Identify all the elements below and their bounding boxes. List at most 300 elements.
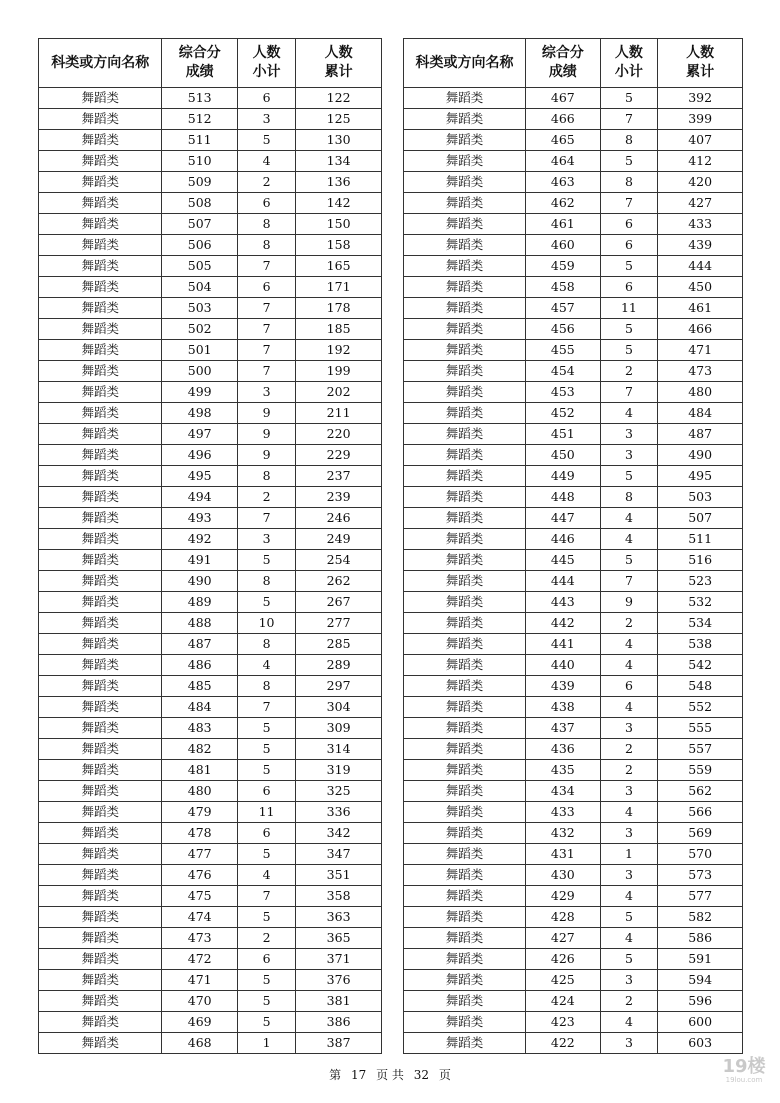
cell-cumulative: 570 bbox=[658, 844, 743, 865]
cell-count: 1 bbox=[600, 844, 658, 865]
cell-count: 9 bbox=[237, 424, 295, 445]
cell-category: 舞蹈类 bbox=[39, 319, 162, 340]
table-row bbox=[39, 907, 382, 928]
cell-count: 3 bbox=[600, 1033, 658, 1054]
cell-cumulative: 566 bbox=[658, 802, 743, 823]
cell-score: 429 bbox=[526, 886, 601, 907]
cell-count: 11 bbox=[600, 298, 658, 319]
cell-count: 8 bbox=[237, 235, 295, 256]
cell-count: 5 bbox=[600, 319, 658, 340]
table-row bbox=[39, 256, 382, 277]
footer-suffix: 页 bbox=[438, 1068, 451, 1082]
cell-cumulative: 532 bbox=[658, 592, 743, 613]
cell-count: 7 bbox=[237, 361, 295, 382]
table-row bbox=[404, 214, 743, 235]
cell-count: 5 bbox=[237, 1012, 295, 1033]
cell-score: 458 bbox=[526, 277, 601, 298]
cell-category: 舞蹈类 bbox=[404, 634, 526, 655]
cell-score: 437 bbox=[526, 718, 601, 739]
cell-count: 7 bbox=[600, 382, 658, 403]
table-row bbox=[404, 865, 743, 886]
cell-count: 6 bbox=[237, 823, 295, 844]
cell-cumulative: 336 bbox=[296, 802, 382, 823]
cell-cumulative: 130 bbox=[296, 130, 382, 151]
cell-cumulative: 552 bbox=[658, 697, 743, 718]
cell-category: 舞蹈类 bbox=[404, 949, 526, 970]
table-row bbox=[39, 319, 382, 340]
table-row bbox=[39, 592, 382, 613]
cell-category: 舞蹈类 bbox=[404, 487, 526, 508]
cell-score: 494 bbox=[162, 487, 237, 508]
cell-score: 479 bbox=[162, 802, 237, 823]
cell-cumulative: 171 bbox=[296, 277, 382, 298]
cell-category: 舞蹈类 bbox=[404, 151, 526, 172]
cell-count: 9 bbox=[237, 403, 295, 424]
cell-score: 501 bbox=[162, 340, 237, 361]
cell-count: 2 bbox=[600, 613, 658, 634]
cell-cumulative: 473 bbox=[658, 361, 743, 382]
cell-category: 舞蹈类 bbox=[404, 970, 526, 991]
cell-score: 502 bbox=[162, 319, 237, 340]
cell-count: 8 bbox=[237, 214, 295, 235]
cell-score: 444 bbox=[526, 571, 601, 592]
cell-count: 7 bbox=[600, 571, 658, 592]
cell-score: 422 bbox=[526, 1033, 601, 1054]
cell-score: 467 bbox=[526, 88, 601, 109]
cell-category: 舞蹈类 bbox=[404, 445, 526, 466]
cell-count: 2 bbox=[600, 760, 658, 781]
cell-category: 舞蹈类 bbox=[39, 277, 162, 298]
cell-score: 436 bbox=[526, 739, 601, 760]
cell-count: 9 bbox=[237, 445, 295, 466]
cell-cumulative: 495 bbox=[658, 466, 743, 487]
cell-score: 503 bbox=[162, 298, 237, 319]
table-row bbox=[404, 1012, 743, 1033]
cell-cumulative: 591 bbox=[658, 949, 743, 970]
cell-count: 5 bbox=[237, 760, 295, 781]
cell-cumulative: 490 bbox=[658, 445, 743, 466]
cell-cumulative: 136 bbox=[296, 172, 382, 193]
table-row bbox=[39, 781, 382, 802]
table-row bbox=[404, 760, 743, 781]
cell-cumulative: 199 bbox=[296, 361, 382, 382]
cell-count: 7 bbox=[600, 109, 658, 130]
cell-cumulative: 538 bbox=[658, 634, 743, 655]
cell-count: 2 bbox=[237, 172, 295, 193]
cell-count: 2 bbox=[600, 361, 658, 382]
cell-category: 舞蹈类 bbox=[39, 235, 162, 256]
table-row bbox=[39, 88, 382, 109]
header-score: 综合分 成绩 bbox=[162, 39, 237, 88]
cell-score: 459 bbox=[526, 256, 601, 277]
cell-count: 8 bbox=[600, 172, 658, 193]
cell-score: 451 bbox=[526, 424, 601, 445]
cell-score: 456 bbox=[526, 319, 601, 340]
cell-score: 462 bbox=[526, 193, 601, 214]
cell-count: 3 bbox=[600, 445, 658, 466]
cell-count: 3 bbox=[600, 865, 658, 886]
cell-score: 455 bbox=[526, 340, 601, 361]
cell-cumulative: 289 bbox=[296, 655, 382, 676]
cell-category: 舞蹈类 bbox=[404, 844, 526, 865]
table-row bbox=[404, 823, 743, 844]
cell-count: 3 bbox=[237, 109, 295, 130]
header-cumulative: 人数 累计 bbox=[658, 39, 743, 88]
table-row bbox=[404, 466, 743, 487]
cell-count: 4 bbox=[237, 151, 295, 172]
cell-cumulative: 150 bbox=[296, 214, 382, 235]
cell-count: 5 bbox=[237, 718, 295, 739]
table-row bbox=[404, 298, 743, 319]
cell-score: 438 bbox=[526, 697, 601, 718]
cell-count: 6 bbox=[237, 781, 295, 802]
cell-cumulative: 507 bbox=[658, 508, 743, 529]
cell-count: 7 bbox=[237, 298, 295, 319]
cell-count: 5 bbox=[237, 844, 295, 865]
table-row bbox=[39, 718, 382, 739]
footer-prefix: 第 bbox=[329, 1068, 342, 1082]
table-row bbox=[404, 928, 743, 949]
cell-count: 3 bbox=[237, 382, 295, 403]
cell-count: 4 bbox=[600, 508, 658, 529]
cell-score: 492 bbox=[162, 529, 237, 550]
cell-cumulative: 586 bbox=[658, 928, 743, 949]
table-row bbox=[39, 151, 382, 172]
cell-count: 5 bbox=[600, 340, 658, 361]
cell-score: 478 bbox=[162, 823, 237, 844]
cell-category: 舞蹈类 bbox=[404, 319, 526, 340]
cell-category: 舞蹈类 bbox=[39, 361, 162, 382]
cell-category: 舞蹈类 bbox=[39, 697, 162, 718]
cell-cumulative: 466 bbox=[658, 319, 743, 340]
cell-category: 舞蹈类 bbox=[39, 739, 162, 760]
cell-category: 舞蹈类 bbox=[404, 298, 526, 319]
cell-category: 舞蹈类 bbox=[39, 907, 162, 928]
cell-score: 428 bbox=[526, 907, 601, 928]
cell-cumulative: 427 bbox=[658, 193, 743, 214]
table-row bbox=[404, 109, 743, 130]
cell-cumulative: 365 bbox=[296, 928, 382, 949]
cell-count: 4 bbox=[237, 655, 295, 676]
footer-mid: 页 共 bbox=[376, 1068, 404, 1082]
cell-count: 3 bbox=[600, 823, 658, 844]
cell-category: 舞蹈类 bbox=[39, 298, 162, 319]
cell-category: 舞蹈类 bbox=[404, 130, 526, 151]
cell-count: 5 bbox=[237, 739, 295, 760]
table-row bbox=[39, 634, 382, 655]
cell-cumulative: 309 bbox=[296, 718, 382, 739]
table-row bbox=[39, 172, 382, 193]
header-score: 综合分 成绩 bbox=[526, 39, 601, 88]
cell-count: 7 bbox=[600, 193, 658, 214]
cell-score: 465 bbox=[526, 130, 601, 151]
cell-score: 427 bbox=[526, 928, 601, 949]
table-row bbox=[404, 424, 743, 445]
cell-score: 457 bbox=[526, 298, 601, 319]
cell-score: 466 bbox=[526, 109, 601, 130]
table-row bbox=[404, 949, 743, 970]
cell-count: 10 bbox=[237, 613, 295, 634]
cell-count: 2 bbox=[237, 487, 295, 508]
cell-count: 4 bbox=[600, 403, 658, 424]
table-row bbox=[404, 508, 743, 529]
cell-category: 舞蹈类 bbox=[39, 760, 162, 781]
table-row bbox=[404, 382, 743, 403]
cell-cumulative: 381 bbox=[296, 991, 382, 1012]
table-row bbox=[404, 970, 743, 991]
cell-cumulative: 363 bbox=[296, 907, 382, 928]
cell-count: 7 bbox=[237, 340, 295, 361]
table-row bbox=[404, 613, 743, 634]
cell-category: 舞蹈类 bbox=[39, 571, 162, 592]
cell-score: 482 bbox=[162, 739, 237, 760]
cell-cumulative: 562 bbox=[658, 781, 743, 802]
cell-cumulative: 297 bbox=[296, 676, 382, 697]
cell-category: 舞蹈类 bbox=[404, 592, 526, 613]
cell-category: 舞蹈类 bbox=[404, 571, 526, 592]
cell-score: 441 bbox=[526, 634, 601, 655]
cell-count: 4 bbox=[237, 865, 295, 886]
cell-count: 7 bbox=[237, 256, 295, 277]
cell-score: 489 bbox=[162, 592, 237, 613]
cell-category: 舞蹈类 bbox=[39, 172, 162, 193]
cell-cumulative: 439 bbox=[658, 235, 743, 256]
cell-score: 440 bbox=[526, 655, 601, 676]
cell-score: 461 bbox=[526, 214, 601, 235]
cell-cumulative: 480 bbox=[658, 382, 743, 403]
cell-count: 4 bbox=[600, 697, 658, 718]
table-row bbox=[39, 466, 382, 487]
watermark-logo bbox=[718, 1051, 770, 1085]
table-row bbox=[39, 760, 382, 781]
cell-cumulative: 277 bbox=[296, 613, 382, 634]
cell-count: 8 bbox=[237, 676, 295, 697]
cell-cumulative: 407 bbox=[658, 130, 743, 151]
cell-category: 舞蹈类 bbox=[404, 991, 526, 1012]
cell-cumulative: 142 bbox=[296, 193, 382, 214]
table-row bbox=[404, 88, 743, 109]
cell-count: 5 bbox=[237, 592, 295, 613]
table-row bbox=[39, 424, 382, 445]
table-row bbox=[404, 718, 743, 739]
table-row bbox=[39, 676, 382, 697]
cell-count: 3 bbox=[237, 529, 295, 550]
table-row bbox=[404, 235, 743, 256]
cell-cumulative: 267 bbox=[296, 592, 382, 613]
table-row bbox=[39, 655, 382, 676]
cell-cumulative: 461 bbox=[658, 298, 743, 319]
cell-count: 4 bbox=[600, 1012, 658, 1033]
cell-score: 472 bbox=[162, 949, 237, 970]
cell-score: 435 bbox=[526, 760, 601, 781]
cell-score: 463 bbox=[526, 172, 601, 193]
table-row bbox=[39, 823, 382, 844]
cell-category: 舞蹈类 bbox=[404, 802, 526, 823]
cell-count: 9 bbox=[600, 592, 658, 613]
cell-score: 476 bbox=[162, 865, 237, 886]
cell-count: 11 bbox=[237, 802, 295, 823]
cell-cumulative: 542 bbox=[658, 655, 743, 676]
cell-score: 443 bbox=[526, 592, 601, 613]
cell-score: 474 bbox=[162, 907, 237, 928]
cell-category: 舞蹈类 bbox=[404, 361, 526, 382]
cell-score: 499 bbox=[162, 382, 237, 403]
cell-category: 舞蹈类 bbox=[404, 403, 526, 424]
table-row bbox=[404, 550, 743, 571]
cell-category: 舞蹈类 bbox=[39, 613, 162, 634]
cell-cumulative: 548 bbox=[658, 676, 743, 697]
cell-category: 舞蹈类 bbox=[404, 193, 526, 214]
cell-cumulative: 220 bbox=[296, 424, 382, 445]
table-row bbox=[39, 550, 382, 571]
cell-cumulative: 158 bbox=[296, 235, 382, 256]
score-table-left bbox=[38, 38, 382, 1054]
cell-category: 舞蹈类 bbox=[39, 508, 162, 529]
cell-category: 舞蹈类 bbox=[404, 529, 526, 550]
table-row bbox=[39, 739, 382, 760]
cell-score: 454 bbox=[526, 361, 601, 382]
cell-category: 舞蹈类 bbox=[404, 1012, 526, 1033]
cell-count: 8 bbox=[237, 466, 295, 487]
cell-category: 舞蹈类 bbox=[39, 655, 162, 676]
table-row bbox=[39, 340, 382, 361]
cell-category: 舞蹈类 bbox=[404, 928, 526, 949]
table-row bbox=[39, 193, 382, 214]
svg-text:19楼: 19楼 bbox=[722, 1056, 766, 1077]
table-row bbox=[404, 844, 743, 865]
table-row bbox=[404, 1033, 743, 1054]
cell-category: 舞蹈类 bbox=[39, 214, 162, 235]
cell-cumulative: 573 bbox=[658, 865, 743, 886]
cell-count: 8 bbox=[600, 487, 658, 508]
cell-category: 舞蹈类 bbox=[39, 193, 162, 214]
cell-cumulative: 325 bbox=[296, 781, 382, 802]
table-row bbox=[39, 991, 382, 1012]
table-row bbox=[404, 655, 743, 676]
cell-category: 舞蹈类 bbox=[39, 88, 162, 109]
cell-cumulative: 122 bbox=[296, 88, 382, 109]
cell-cumulative: 262 bbox=[296, 571, 382, 592]
cell-category: 舞蹈类 bbox=[39, 949, 162, 970]
cell-score: 439 bbox=[526, 676, 601, 697]
cell-score: 442 bbox=[526, 613, 601, 634]
cell-count: 5 bbox=[237, 970, 295, 991]
cell-category: 舞蹈类 bbox=[404, 823, 526, 844]
table-row bbox=[39, 886, 382, 907]
cell-cumulative: 229 bbox=[296, 445, 382, 466]
cell-cumulative: 523 bbox=[658, 571, 743, 592]
cell-count: 8 bbox=[237, 634, 295, 655]
table-row bbox=[404, 256, 743, 277]
cell-count: 5 bbox=[600, 151, 658, 172]
cell-score: 449 bbox=[526, 466, 601, 487]
cell-score: 496 bbox=[162, 445, 237, 466]
cell-cumulative: 534 bbox=[658, 613, 743, 634]
cell-cumulative: 412 bbox=[658, 151, 743, 172]
table-row bbox=[39, 403, 382, 424]
table-row bbox=[39, 361, 382, 382]
table-row bbox=[404, 781, 743, 802]
table-row bbox=[404, 697, 743, 718]
cell-category: 舞蹈类 bbox=[39, 1012, 162, 1033]
cell-category: 舞蹈类 bbox=[39, 886, 162, 907]
cell-category: 舞蹈类 bbox=[39, 970, 162, 991]
cell-count: 5 bbox=[237, 550, 295, 571]
table-row bbox=[39, 277, 382, 298]
table-row bbox=[404, 676, 743, 697]
footer-total-pages: 32 bbox=[413, 1068, 430, 1082]
cell-category: 舞蹈类 bbox=[39, 676, 162, 697]
cell-category: 舞蹈类 bbox=[404, 550, 526, 571]
cell-count: 5 bbox=[600, 949, 658, 970]
cell-cumulative: 304 bbox=[296, 697, 382, 718]
score-table-right bbox=[403, 38, 743, 1054]
cell-count: 5 bbox=[600, 256, 658, 277]
svg-text:19lou.com: 19lou.com bbox=[725, 1076, 763, 1084]
cell-score: 506 bbox=[162, 235, 237, 256]
cell-count: 6 bbox=[237, 949, 295, 970]
cell-score: 512 bbox=[162, 109, 237, 130]
cell-cumulative: 386 bbox=[296, 1012, 382, 1033]
table-row bbox=[39, 508, 382, 529]
cell-score: 426 bbox=[526, 949, 601, 970]
cell-category: 舞蹈类 bbox=[404, 340, 526, 361]
cell-count: 7 bbox=[237, 697, 295, 718]
cell-cumulative: 594 bbox=[658, 970, 743, 991]
cell-cumulative: 351 bbox=[296, 865, 382, 886]
table-row bbox=[404, 634, 743, 655]
cell-category: 舞蹈类 bbox=[39, 487, 162, 508]
table-row bbox=[404, 130, 743, 151]
cell-score: 497 bbox=[162, 424, 237, 445]
cell-category: 舞蹈类 bbox=[39, 382, 162, 403]
table-row bbox=[404, 592, 743, 613]
table-row bbox=[404, 403, 743, 424]
cell-category: 舞蹈类 bbox=[39, 256, 162, 277]
table-header-row bbox=[404, 39, 743, 88]
cell-cumulative: 192 bbox=[296, 340, 382, 361]
cell-score: 500 bbox=[162, 361, 237, 382]
header-cumulative: 人数 累计 bbox=[296, 39, 382, 88]
cell-count: 4 bbox=[600, 886, 658, 907]
cell-count: 7 bbox=[237, 319, 295, 340]
cell-category: 舞蹈类 bbox=[404, 235, 526, 256]
table-row bbox=[404, 361, 743, 382]
cell-score: 473 bbox=[162, 928, 237, 949]
cell-cumulative: 237 bbox=[296, 466, 382, 487]
cell-score: 486 bbox=[162, 655, 237, 676]
table-row bbox=[39, 970, 382, 991]
table-row bbox=[39, 445, 382, 466]
cell-score: 452 bbox=[526, 403, 601, 424]
cell-cumulative: 516 bbox=[658, 550, 743, 571]
cell-count: 2 bbox=[600, 991, 658, 1012]
cell-cumulative: 249 bbox=[296, 529, 382, 550]
cell-score: 445 bbox=[526, 550, 601, 571]
cell-category: 舞蹈类 bbox=[39, 424, 162, 445]
cell-score: 491 bbox=[162, 550, 237, 571]
cell-category: 舞蹈类 bbox=[39, 928, 162, 949]
cell-category: 舞蹈类 bbox=[404, 88, 526, 109]
table-row bbox=[39, 697, 382, 718]
header-name: 科类或方向名称 bbox=[404, 39, 526, 88]
cell-cumulative: 178 bbox=[296, 298, 382, 319]
table-row bbox=[404, 529, 743, 550]
cell-category: 舞蹈类 bbox=[39, 340, 162, 361]
cell-cumulative: 211 bbox=[296, 403, 382, 424]
cell-count: 3 bbox=[600, 424, 658, 445]
header-count: 人数 小计 bbox=[237, 39, 295, 88]
